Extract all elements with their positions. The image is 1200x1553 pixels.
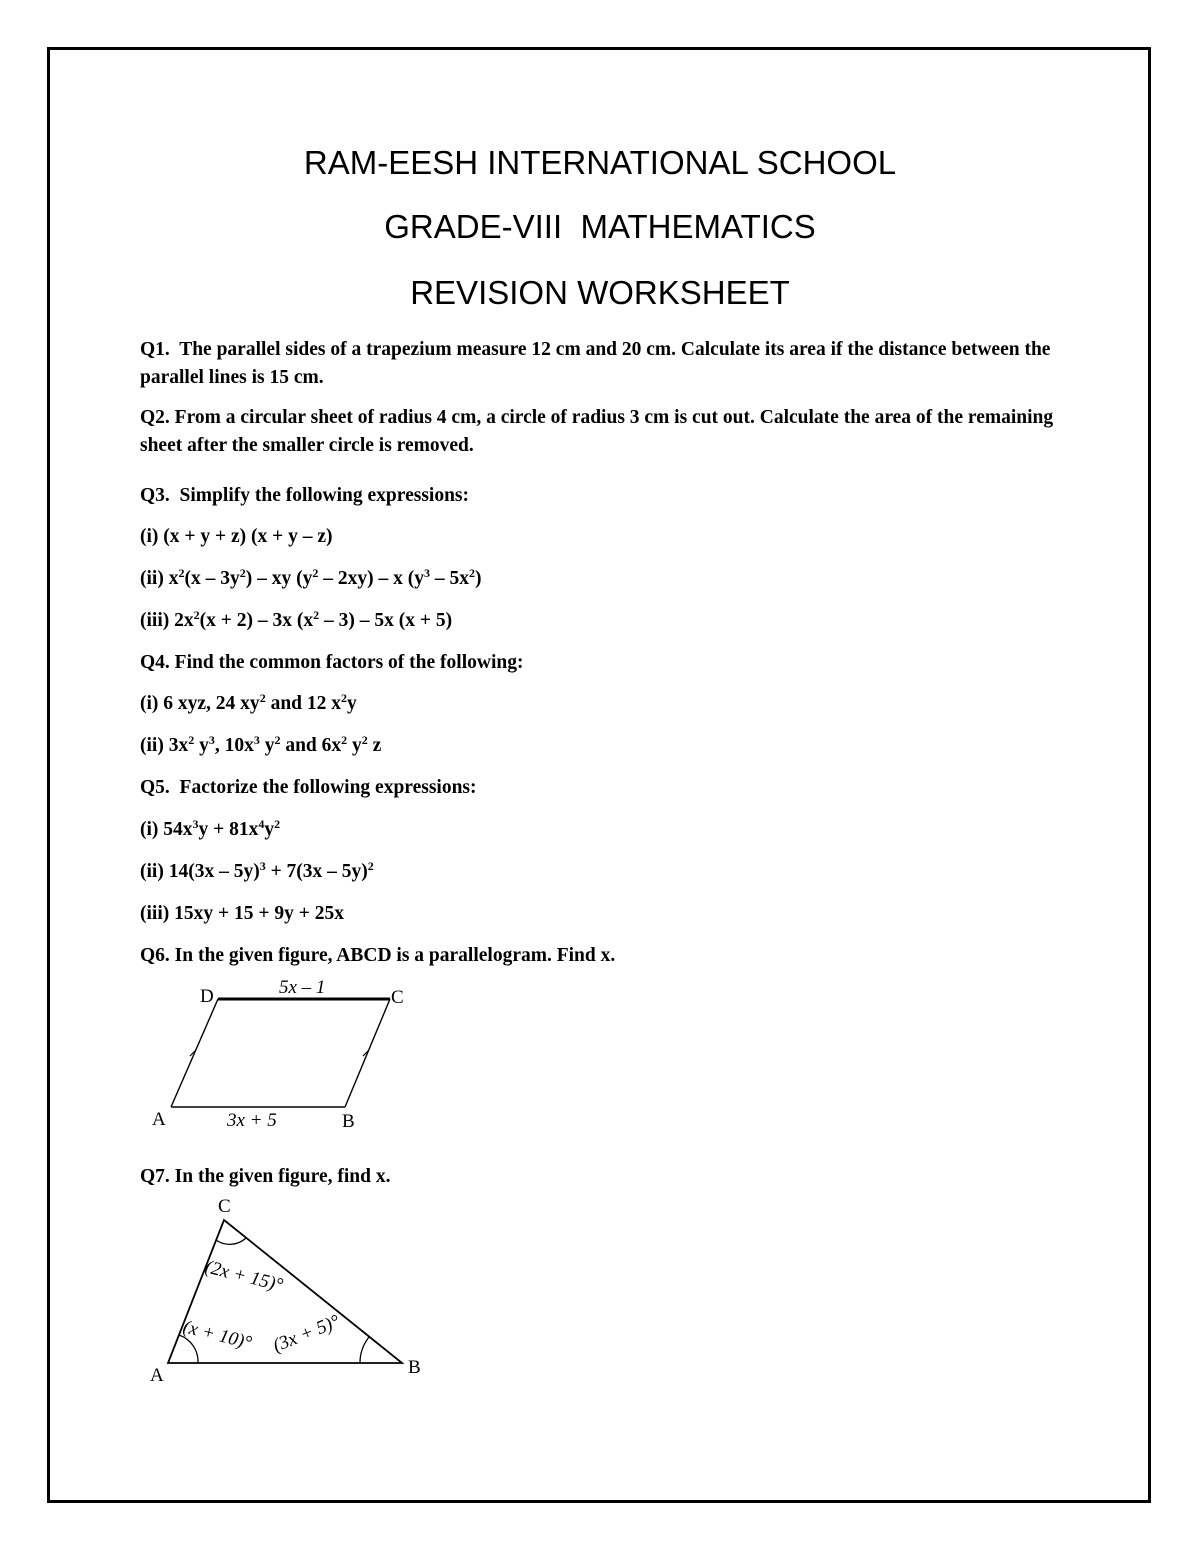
expression-text: (i) 6 xyz, 24 xy [140,693,260,714]
side-label-bottom: 3x + 5 [227,1110,277,1131]
expression-text: – 2xy) – x (y [318,568,424,589]
question-text: From a circular sheet of radius 4 cm, a circle of radius 3 cm is cut out. Calculate the area of the remaining sheet after the smaller circle is removed. [140,407,1054,456]
exponent: 3 [423,566,430,580]
exponent: 2 [312,566,319,580]
exponent: 2 [468,566,475,580]
exponent: 2 [259,691,266,705]
question-6 [140,942,1060,970]
question-text: Simplify the following expressions: [179,485,469,506]
question-number: Q6. [140,945,170,966]
question-number: Q7. [140,1166,170,1187]
vertex-label-c: C [391,987,404,1008]
expression-text: , 10x [214,735,254,756]
vertex-label-a: A [150,1365,164,1386]
expression-text: y [264,819,275,840]
expression-text: y + 81x [198,819,259,840]
exponent: 2 [274,733,281,747]
expression-text: (iii) 15xy + 15 + 9y + 25x [140,903,344,924]
exponent: 2 [274,817,281,831]
expression-text: z [367,735,382,756]
exponent: 2 [313,608,320,622]
question-number: Q4. [140,652,170,673]
angle-arc-c [216,1238,246,1244]
angle-label-c: (2x + 15)° [202,1256,286,1297]
expression-text: y [259,735,275,756]
expression-text: y [347,735,362,756]
exponent: 2 [367,859,374,873]
exponent: 2 [239,566,246,580]
triangle-figure [140,1192,440,1392]
expression-text: y [194,735,209,756]
question-text: Factorize the following expressions: [179,777,477,798]
parallelogram-figure [140,972,440,1142]
expression-text: (ii) x [140,568,179,589]
question-7 [140,1163,1060,1191]
worksheet-title: REVISION WORKSHEET [410,274,790,311]
expression-text: (x + 2) – 3x (x [199,610,314,631]
question-3 [140,482,1060,510]
question-number: Q3. [140,485,170,506]
exponent: 2 [193,608,200,622]
school-name: RAM-EESH INTERNATIONAL SCHOOL [303,144,897,181]
expression-text: ) [474,568,482,589]
expression-text: y [347,693,357,714]
angle-label-a: (x + 10)° [180,1316,254,1354]
expression-5-i [140,816,1060,844]
expression-text: (i) (x + y + z) (x + y – z) [140,526,333,547]
exponent: 3 [208,733,215,747]
side-ad [171,999,218,1107]
expression-text: (ii) 14(3x – 5y) [140,861,260,882]
exponent: 3 [259,859,266,873]
expression-text: and 6x [280,735,342,756]
exponent: 2 [361,733,368,747]
expression-text: and 12 x [265,693,342,714]
question-text: In the given figure, find x. [174,1166,391,1187]
angle-label-b: (3x + 5)° [270,1310,343,1357]
expression-text: ) – xy (y [245,568,313,589]
question-5 [140,774,1060,802]
vertex-label-d: D [200,986,214,1007]
expression-text: (iii) 2x [140,610,194,631]
question-text: In the given figure, ABCD is a parallelogram. Find x. [174,945,616,966]
exponent: 4 [258,817,265,831]
expression-text: (x – 3y [184,568,240,589]
exponent: 2 [341,691,348,705]
question-1 [140,336,1060,392]
expression-4-ii [140,732,1060,760]
expression-text: – 3) – 5x (x + 5) [319,610,453,631]
expression-5-iii [140,900,1060,928]
exponent: 3 [192,817,199,831]
exponent: 3 [253,733,260,747]
grade-subject: GRADE-VIII MATHEMATICS [384,208,816,245]
vertex-label-b: B [342,1111,355,1132]
exponent: 2 [341,733,348,747]
question-2 [140,404,1060,460]
expression-text: (ii) 3x [140,735,189,756]
question-number: Q5. [140,777,170,798]
side-cb [345,999,390,1107]
angle-arc-b [360,1337,369,1363]
vertex-label-b: B [408,1357,421,1378]
expression-text: – 5x [429,568,469,589]
question-number: Q2. [140,407,170,428]
expression-3-ii [140,565,1060,593]
question-4 [140,649,1060,677]
exponent: 2 [188,733,195,747]
question-text: Find the common factors of the following: [174,652,524,673]
vertex-label-c: C [218,1196,231,1217]
expression-text: + 7(3x – 5y) [265,861,368,882]
question-number: Q1. [140,339,170,360]
vertex-label-a: A [152,1109,166,1130]
expression-3-i [140,523,1060,551]
question-text: The parallel sides of a trapezium measure 12 cm and 20 cm. Calculate its area if the distance between the parallel lines is 15 cm. [140,339,1051,388]
expression-5-ii [140,858,1060,886]
expression-4-i [140,690,1060,718]
expression-text: (i) 54x [140,819,193,840]
expression-3-iii [140,607,1060,635]
side-label-top: 5x – 1 [279,977,326,998]
exponent: 2 [178,566,185,580]
